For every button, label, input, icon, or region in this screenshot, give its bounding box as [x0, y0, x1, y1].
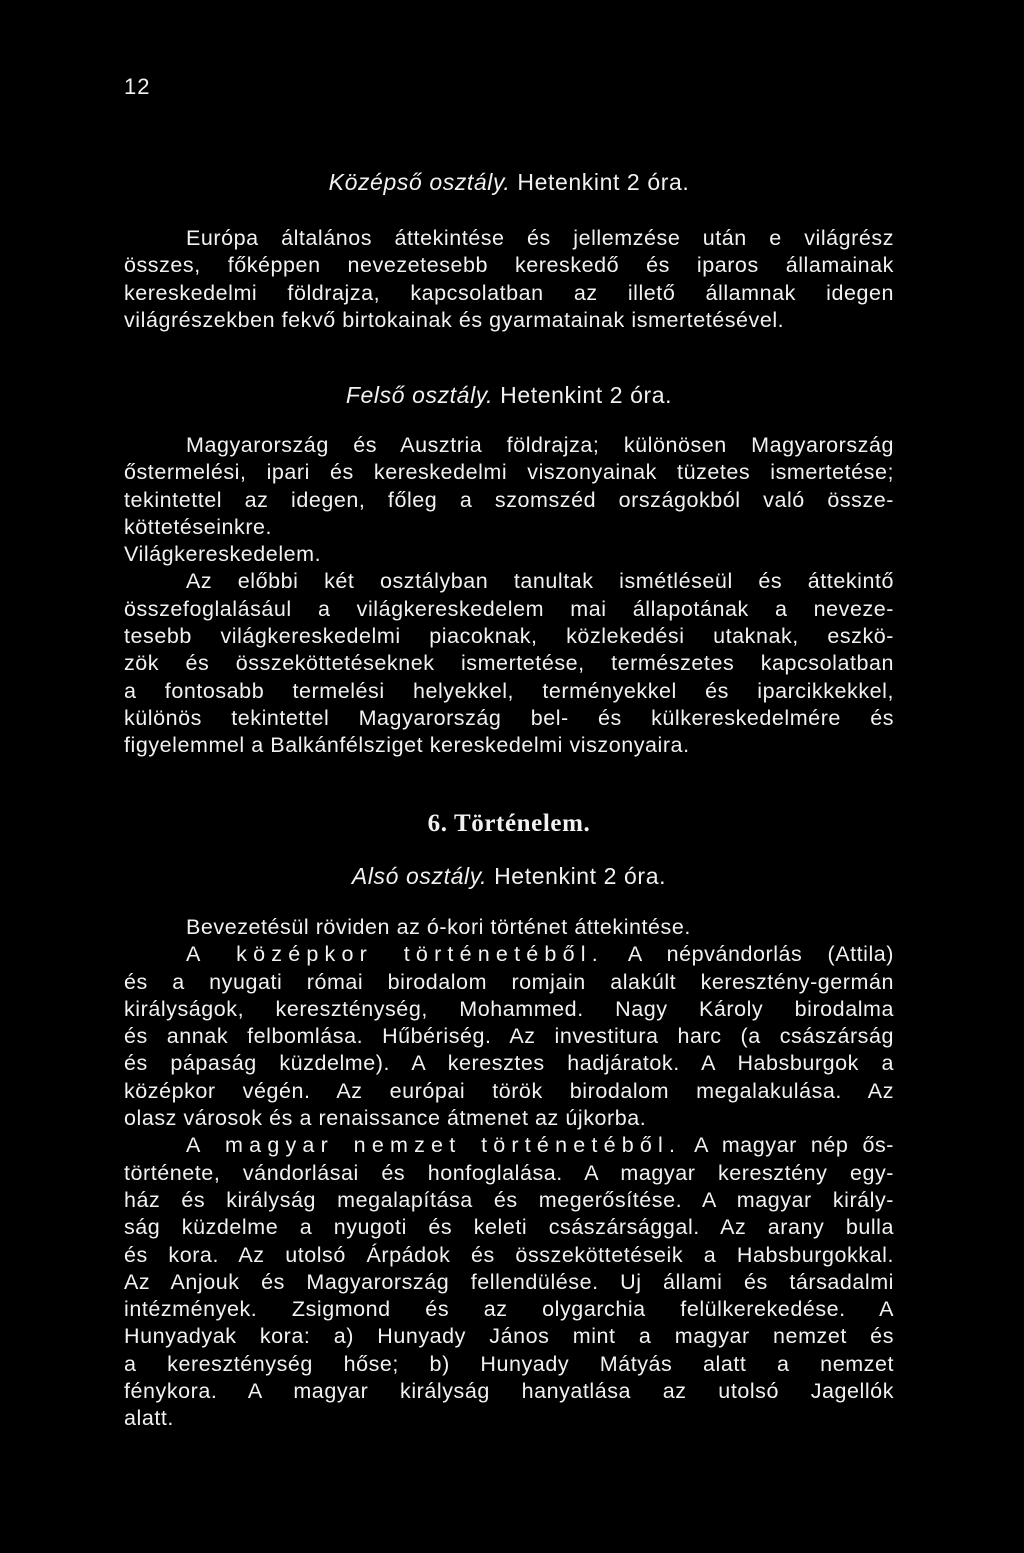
paragraph-middle-class	[124, 225, 894, 334]
text-line: királyságok, kereszténység, Mohammed. Nagy Károly birodalma	[124, 996, 894, 1021]
text-line: köttetéseinkre.	[124, 514, 273, 539]
text-line: őstermelési, ipari és kereskedelmi viszonyainak tüzetes ismertetése;	[124, 460, 894, 485]
text-line: Bevezetésül röviden az ó-kori történet áttekintése.	[186, 915, 691, 939]
text-line: ház és királyság megalapítása és megerősítése. A magyar király-	[124, 1187, 894, 1212]
text-line: középkor végén. Az európai török birodalom megalakulása. Az	[124, 1078, 894, 1103]
section-heading-lower-class	[124, 862, 894, 891]
spaced-heading-middle-ages: A középkor történetéből.	[186, 942, 604, 967]
hours-per-week: Hetenkint 2 óra.	[487, 863, 667, 889]
text-line: alatt.	[124, 1406, 174, 1431]
text-line: Hunyadyak kora: a) Hunyady János mint a magyar nemzet és	[124, 1324, 894, 1349]
text-line: Az Anjouk és Magyarország fellendülése. Uj állami és társadalmi	[124, 1269, 894, 1294]
class-name: Középső osztály.	[328, 169, 511, 195]
section-heading-middle-class	[124, 168, 894, 197]
paragraph-history	[124, 914, 894, 1433]
text-line: Magyarország és Ausztria földrajza; különösen Magyarország	[186, 433, 894, 457]
text-line: és pápaság küzdelme). A keresztes hadjáratok. A Habsburgok a	[124, 1051, 894, 1076]
class-name: Felső osztály.	[345, 382, 494, 408]
paragraph-upper-class	[124, 432, 894, 760]
line-continuation: A magyar nép ős-	[681, 1133, 894, 1158]
line-continuation: A népvándorlás (Attila)	[603, 942, 894, 967]
document-page	[124, 0, 894, 1553]
text-line: kereskedelmi földrajza, kapcsolatban az illető államnak idegen	[124, 280, 894, 305]
text-line: olasz városok és a renaissance átmenet az újkorba.	[124, 1106, 647, 1131]
text-line: és kora. Az utolsó Árpádok és összeköttetéseik a Habsburgokkal.	[124, 1242, 894, 1267]
text-line: különös tekintettel Magyarország bel- és külkereskedelmére és	[124, 705, 894, 730]
text-line: a kereszténység hőse; b) Hunyady Mátyás alatt a nemzet	[124, 1351, 894, 1376]
text-line: fénykora. A magyar királyság hanyatlása az utolsó Jagellók	[124, 1379, 894, 1404]
text-line: tekintettel az idegen, főleg a szomszéd országokból való össze-	[124, 487, 894, 512]
text-line: és annak felbomlása. Hűbériség. Az investitura harc (a császárság	[124, 1024, 894, 1049]
text-line: összes, főképpen nevezetesebb kereskedő és iparos államainak	[124, 253, 894, 278]
page-number: 12	[124, 74, 151, 99]
text-line: intézmények. Zsigmond és az olygarchia felülkerekedése. A	[124, 1297, 894, 1322]
text-line	[124, 1132, 894, 1159]
class-name: Alsó osztály.	[351, 863, 488, 889]
text-line: összefoglalásául a világkereskedelem mai állapotának a neveze-	[124, 596, 894, 621]
spaced-heading-hungarian-history: A magyar nemzet történetéből.	[186, 1133, 682, 1158]
text-line: világrészekben fekvő birtokainak és gyarmatainak ismertetésével.	[124, 307, 785, 332]
hours-per-week: Hetenkint 2 óra.	[510, 169, 690, 195]
text-line: története, vándorlásai és honfoglalása. A magyar keresztény egy-	[124, 1160, 894, 1185]
text-line	[124, 941, 894, 968]
section-title-history: 6. Történelem.	[427, 810, 591, 837]
section-heading-upper-class	[124, 381, 894, 410]
subheading-world-trade: Világkereskedelem.	[124, 542, 322, 567]
text-line: a fontosabb termelési helyekkel, terményekkel és iparcikkekkel,	[124, 678, 894, 703]
hours-per-week: Hetenkint 2 óra.	[493, 382, 673, 408]
text-line: Az előbbi két osztályban tanultak ismétléseül és áttekintő	[186, 569, 894, 594]
text-line: tesebb világkereskedelmi piacoknak, közlekedési utaknak, eszkö-	[124, 624, 894, 649]
text-line: figyelemmel a Balkánfélsziget kereskedelmi viszonyaira.	[124, 733, 690, 758]
text-line: ság küzdelme a nyugoti és keleti császársággal. Az arany bulla	[124, 1215, 894, 1240]
text-line: Európa általános áttekintése és jellemzése után e világrész	[186, 226, 894, 250]
text-line: és a nyugati római birodalom romjain alakúlt keresztény-germán	[124, 969, 894, 994]
text-line: zök és összeköttetéseknek ismertetése, természetes kapcsolatban	[124, 651, 894, 676]
